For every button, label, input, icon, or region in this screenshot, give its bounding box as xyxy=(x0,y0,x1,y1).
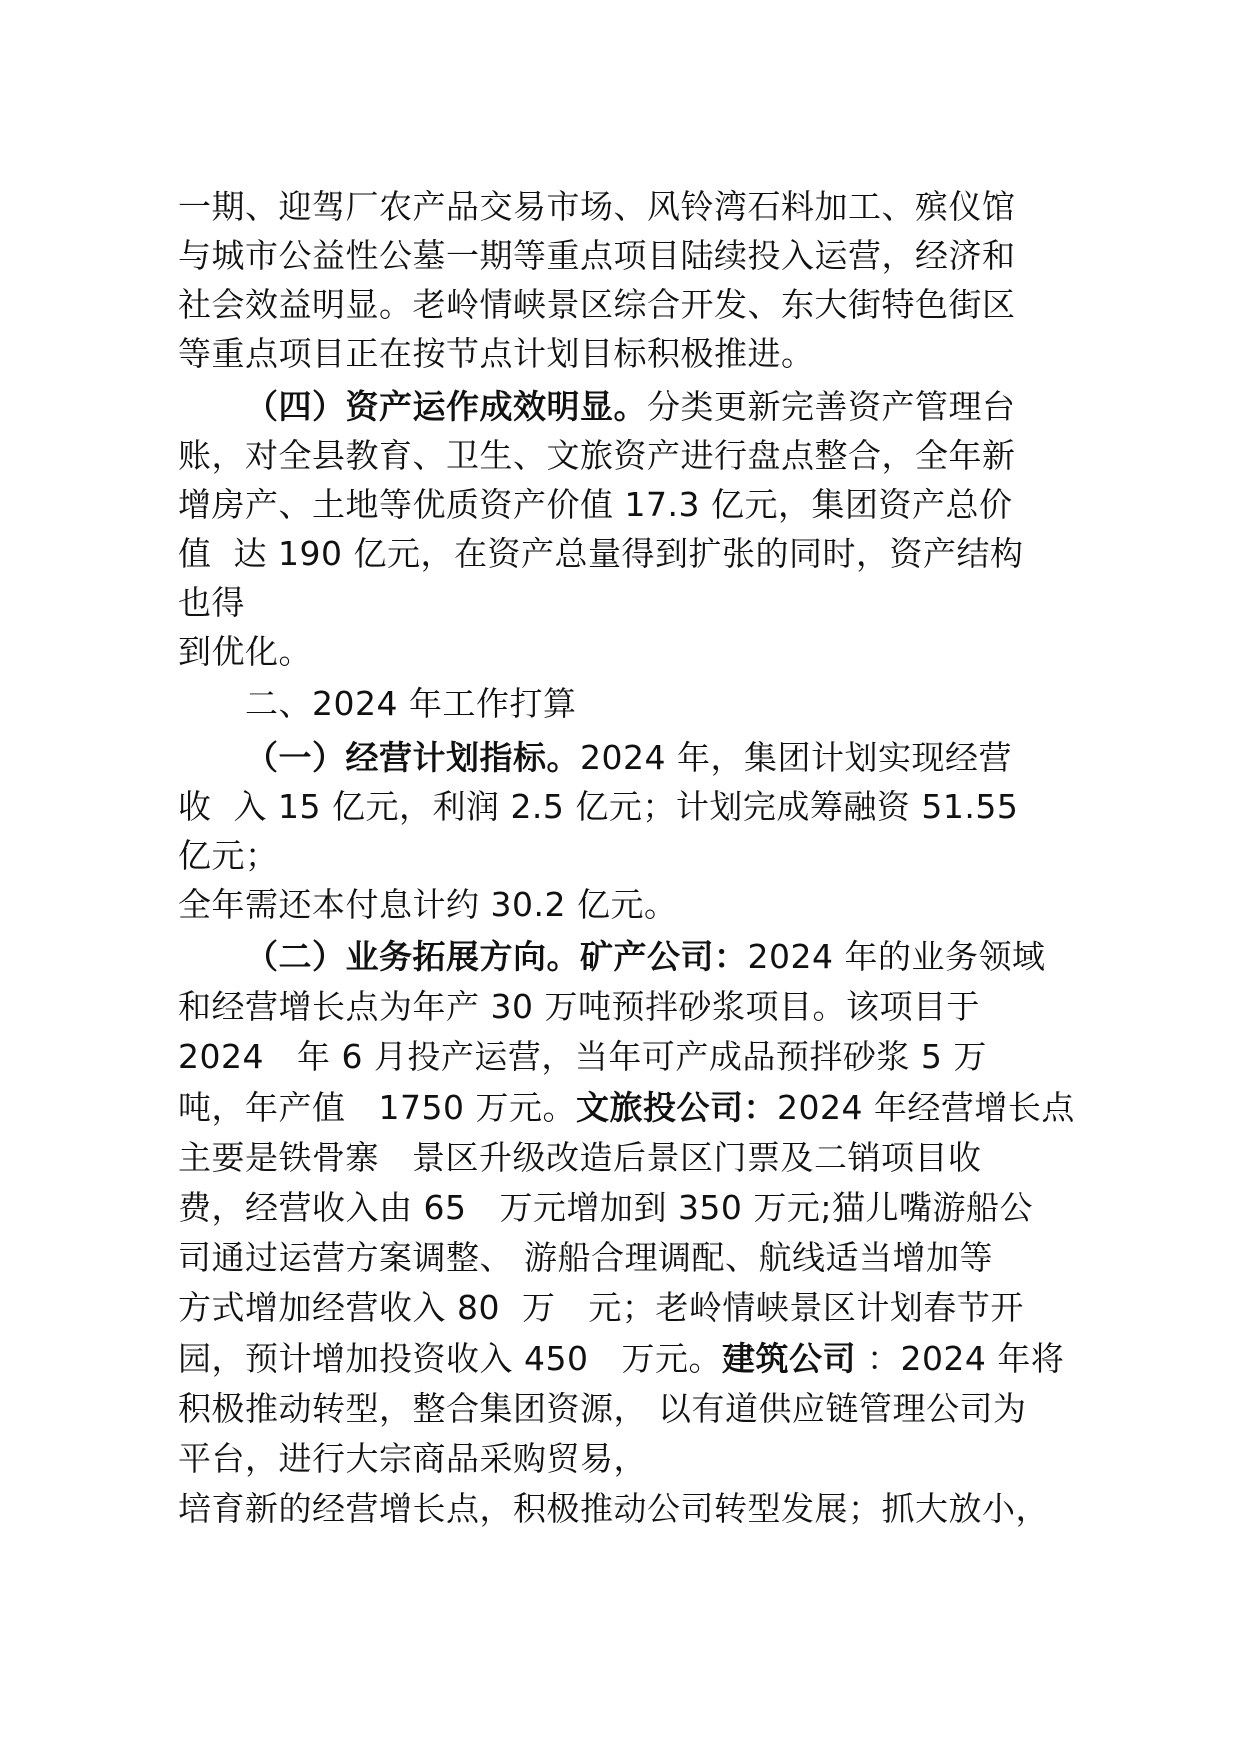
section-2-title: 二、2024 年工作打算 xyxy=(245,684,577,723)
company-name-jianzhu: 建筑公司 xyxy=(721,1339,856,1378)
paragraph-1-first-line xyxy=(245,736,1012,780)
text-line: 2024 年 6 月投产运营，当年可产成品预拌砂浆 5 万 xyxy=(178,1037,987,1076)
text-line: 等重点项目正在按节点计划目标积极推进。 xyxy=(178,334,815,373)
text-line: 和经营增长点为年产 30 万吨预拌砂浆项目。该项目于 xyxy=(178,987,980,1026)
text-line: 增房产、土地等优质资产价值 17.3 亿元，集团资产总价 xyxy=(178,485,1013,524)
text-line: 也得 xyxy=(178,583,245,622)
text-span: 2024 年经营增长点 xyxy=(776,1088,1075,1127)
text-line: 一期、迎驾厂农产品交易市场、风铃湾石料加工、殡仪馆 xyxy=(178,187,1016,226)
paragraph-4-first-line xyxy=(245,385,1016,429)
paragraph-4-text: 分类更新完善资产管理台 xyxy=(647,387,1016,426)
text-line: 平台，进行大宗商品采购贸易， xyxy=(178,1439,647,1478)
text-line: 培育新的经营增长点，积极推动公司转型发展；抓大放小， xyxy=(178,1489,1049,1528)
text-line: 主要是铁骨寨 景区升级改造后景区门票及二销项目收 xyxy=(178,1138,982,1177)
text-line: 到优化。 xyxy=(178,632,312,671)
text-line: 全年需还本付息计约 30.2 亿元。 xyxy=(178,885,678,924)
text-line xyxy=(178,1086,1075,1130)
text-span: 吨，年产值 1750 万元。 xyxy=(178,1088,576,1127)
text-line: 亿元； xyxy=(178,836,279,875)
text-line: 方式增加经营收入 80 万 元；老岭情峡景区计划春节开 xyxy=(178,1288,1024,1327)
text-line: 费，经营收入由 65 万元增加到 350 万元;猫儿嘴游船公 xyxy=(178,1188,1034,1227)
text-line: 积极推动转型，整合集团资源， 以有道供应链管理公司为 xyxy=(178,1389,1027,1428)
text-line: 社会效益明显。老岭情峡景区综合开发、东大街特色街区 xyxy=(178,285,1016,324)
text-span: ：2024 年将 xyxy=(855,1339,1065,1378)
text-line xyxy=(178,1337,1064,1381)
text-line: 司通过运营方案调整、 游船合理调配、航线适当增加等 xyxy=(178,1238,993,1277)
paragraph-1-text: 2024 年，集团计划实现经营 xyxy=(580,738,1012,777)
text-line: 账，对全县教育、卫生、文旅资产进行盘点整合，全年新 xyxy=(178,436,1016,475)
text-line: 收 入 15 亿元，利润 2.5 亿元；计划完成筹融资 51.55 xyxy=(178,787,1019,826)
paragraph-2-heading: （二）业务拓展方向。矿产公司： xyxy=(245,937,748,976)
paragraph-2-first-line xyxy=(245,935,1045,979)
paragraph-2-text: 2024 年的业务领域 xyxy=(747,937,1046,976)
paragraph-1-heading: （一）经营计划指标。 xyxy=(245,738,580,777)
text-span: 园，预计增加投资收入 450 万元。 xyxy=(178,1339,722,1378)
text-line: 与城市公益性公墓一期等重点项目陆续投入运营，经济和 xyxy=(178,236,1016,275)
text-line: 值 达 190 亿元，在资产总量得到扩张的同时，资产结构 xyxy=(178,534,1024,573)
company-name-wenlv: 文旅投公司： xyxy=(575,1088,777,1127)
paragraph-4-heading: （四）资产运作成效明显。 xyxy=(245,387,647,426)
